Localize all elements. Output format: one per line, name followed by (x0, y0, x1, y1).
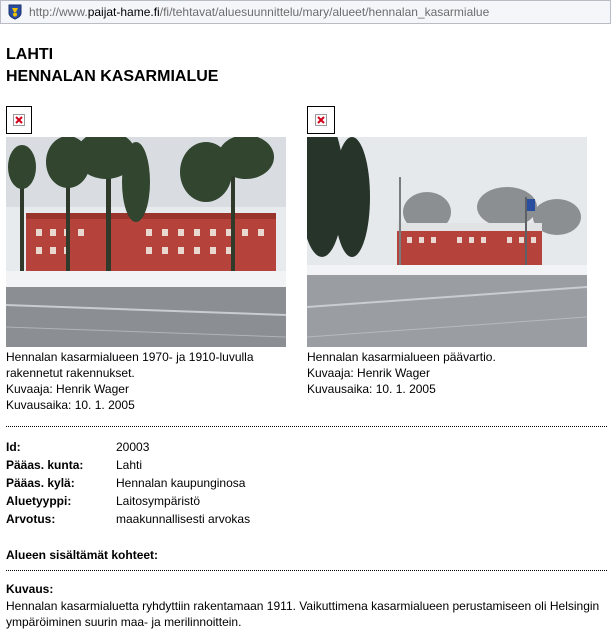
site-favicon-icon (7, 4, 23, 20)
photo-date: Kuvausaika: 10. 1. 2005 (6, 398, 135, 412)
photo-photographer: Kuvaaja: Henrik Wager (307, 366, 430, 380)
broken-image-icon (307, 106, 335, 134)
broken-image-icon (6, 106, 32, 134)
contents-title: Alueen sisältämät kohteet: (6, 548, 159, 562)
fact-row: Aluetyyppi: Laitosympäristö (6, 494, 201, 508)
guardhouse-photo (307, 137, 587, 347)
facts-table (6, 438, 606, 528)
photo-gallery (6, 106, 606, 418)
city-heading: LAHTI (6, 46, 54, 63)
photo-caption: Hennalan kasarmialueen päävartio. (307, 350, 496, 364)
fact-row: Pääas. kunta: Lahti (6, 458, 143, 472)
photo-card (307, 106, 589, 397)
divider (6, 570, 607, 571)
fact-row: Id: 20003 (6, 440, 150, 454)
photo-date: Kuvausaika: 10. 1. 2005 (307, 382, 436, 396)
description-text: Hennalan kasarmialuetta ryhdyttiin rakentamaan 1911. Vaikuttimena kasarmialueen perustamiseen oli Helsingin ympäröiminen suurin maa- ja merilinnoittein. (6, 599, 600, 629)
photo-card (6, 106, 288, 413)
barracks-photo (6, 137, 286, 347)
fact-row: Pääas. kylä: Hennalan kaupunginosa (6, 476, 246, 490)
divider (6, 426, 607, 427)
description-title: Kuvaus: (6, 582, 54, 596)
fact-row: Arvotus: maakunnallisesti arvokas (6, 512, 251, 526)
address-bar[interactable] (0, 0, 611, 24)
page-content (0, 24, 613, 632)
address-url[interactable]: http://www.paijat-hame.fi/fi/tehtavat/aluesuunnittelu/mary/alueet/hennalan_kasarmialue (29, 5, 490, 19)
photo-photographer: Kuvaaja: Henrik Wager (6, 382, 129, 396)
page-title: HENNALAN KASARMIALUE (6, 68, 219, 85)
photo-caption: Hennalan kasarmialueen 1970- ja 1910-luvulla rakennetut rakennukset. (6, 350, 254, 380)
